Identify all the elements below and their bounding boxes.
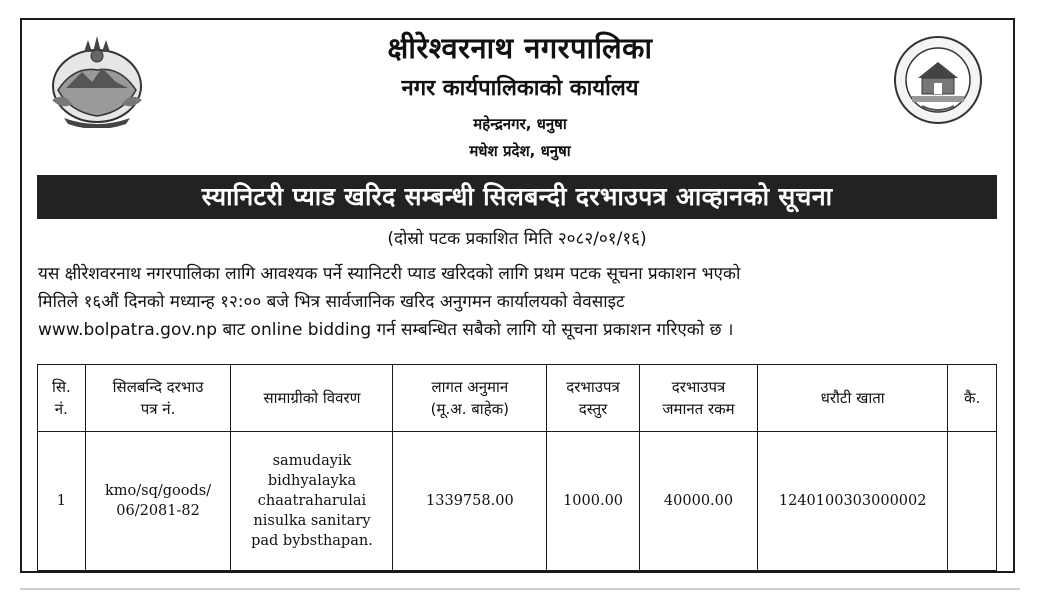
cell-cost-estimate: 1339758.00 bbox=[393, 432, 547, 571]
header-deposit-account: धरौटी खाता bbox=[758, 365, 948, 432]
cell-text: pad bybsthapan. bbox=[251, 533, 373, 549]
header-cost-estimate bbox=[393, 365, 547, 432]
table-header-row bbox=[38, 365, 997, 432]
header-text: (मू.अ. बाहेक) bbox=[430, 400, 510, 418]
bottom-divider bbox=[20, 588, 1020, 590]
header-text: जमानत रकम bbox=[662, 400, 735, 418]
cell-serial-number: 1 bbox=[38, 432, 86, 571]
header-text: पत्र नं. bbox=[140, 400, 176, 418]
header-text: दरभाउपत्र bbox=[671, 378, 726, 396]
header-text: लागत अनुमान bbox=[431, 378, 509, 396]
notice-body bbox=[38, 260, 996, 344]
nepal-government-emblem-icon bbox=[44, 30, 150, 128]
header-text: नं. bbox=[54, 400, 68, 418]
header-tender-number bbox=[85, 365, 231, 432]
cell-text: 06/2081-82 bbox=[116, 503, 200, 519]
header-text: सिलबन्दि दरभाउ bbox=[112, 378, 204, 396]
cell-text: nisulka sanitary bbox=[253, 513, 371, 529]
header-bid-bond bbox=[639, 365, 757, 432]
municipality-name: क्षीरेश्वरनाथ नगरपालिका bbox=[387, 31, 653, 65]
cell-remarks bbox=[948, 432, 997, 571]
notice-body-line: मितिले १६औं दिनको मध्यान्ह १२:०० बजे भित्र सार्वजानिक खरिद अनुगमन कार्यालयको वेवसाइट bbox=[38, 292, 625, 312]
header-text: सि. bbox=[51, 378, 71, 396]
header-text: दस्तुर bbox=[578, 400, 608, 418]
notice-body-line: www.bolpatra.gov.np बाट online bidding गर्न सम्बन्धित सबैको लागि यो सूचना प्रकाशन गरिएको छ । bbox=[38, 320, 734, 340]
notice-body-line: यस क्षीरेशवरनाथ नगरपालिका लागि आवश्यक पर्ने स्यानिटरी प्याड खरिदको लागि प्रथम पटक सूचना प्रकाशन भएको bbox=[38, 264, 741, 284]
tender-table bbox=[37, 364, 997, 571]
cell-deposit-account: 1240100303000002 bbox=[758, 432, 948, 571]
cell-text: kmo/sq/goods/ bbox=[105, 483, 212, 499]
header-description: सामाग्रीको विवरण bbox=[231, 365, 393, 432]
header-remarks: कै. bbox=[948, 365, 997, 432]
municipality-seal-icon bbox=[892, 34, 984, 126]
cell-description bbox=[231, 432, 393, 571]
cell-text: samudayik bbox=[272, 453, 352, 469]
header-tender-fee bbox=[547, 365, 640, 432]
office-name: नगर कार्यपालिकाको कार्यालय bbox=[401, 76, 639, 101]
cell-tender-fee: 1000.00 bbox=[547, 432, 640, 571]
header-text: दरभाउपत्र bbox=[566, 378, 620, 396]
header-serial-number bbox=[38, 365, 86, 432]
cell-tender-number bbox=[85, 432, 231, 571]
cell-bid-bond: 40000.00 bbox=[639, 432, 757, 571]
table-row bbox=[38, 432, 997, 571]
address-line-1: महेन्द्रनगर, धनुषा bbox=[473, 115, 567, 133]
cell-text: bidhyalayka bbox=[267, 473, 357, 489]
address-line-2: मधेश प्रदेश, धनुषा bbox=[469, 142, 571, 160]
cell-text: chaatraharulai bbox=[257, 493, 367, 509]
published-date: (दोस्रो पटक प्रकाशित मिति २०८२/०१/१६) bbox=[387, 229, 647, 249]
notice-title-bar: स्यानिटरी प्याड खरिद सम्बन्धी सिलबन्दी दरभाउपत्र आव्हानको सूचना bbox=[37, 175, 997, 219]
